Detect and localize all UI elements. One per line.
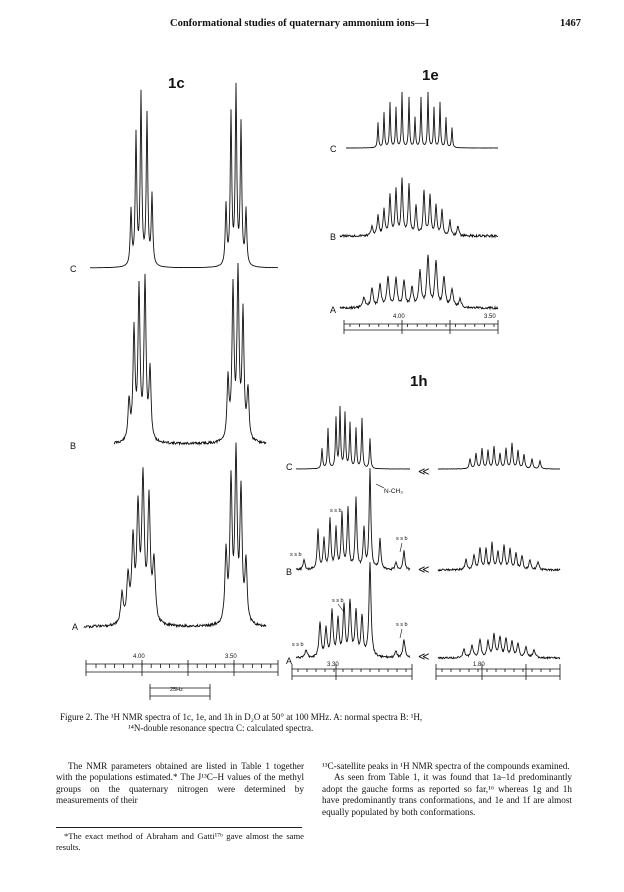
right-paragraph-2: As seen from Table 1, it was found that 1a–1d predominantly adopt the gauche forms as reported so far,¹⁶ whereas 1g and 1h have predominantly trans conformations, and 1e and 1f are almost equally populated by both conformations. [322,772,572,817]
spectrum-1h-a-right [438,633,560,659]
spectrum-1h-c-left [296,406,410,469]
spectrum-1e-b [340,178,498,238]
ppm-scale-1c [86,660,278,676]
peak-label-ssb-b2: s s b [330,508,342,514]
scale-bar-label: 25Hz [170,687,183,693]
spectrum-1c-b [114,263,266,444]
ppm-scale-1e [344,320,498,334]
spectrum-1c-a [84,443,266,628]
break-mark-a: ≪ [418,651,430,663]
panel-title-1e: 1e [422,67,439,84]
spectrum-1h-a-left [296,562,410,658]
caption-line-2: ¹⁴N-double resonance spectra C: calculated spectra. [128,723,314,733]
left-paragraph: The NMR parameters obtained are listed in Table 1 together with the populations estimated.* The J¹³C–H values of the methyl groups on the quaternary nitrogen were determined by measurements of their [56,761,304,806]
break-mark-b: ≪ [418,564,430,576]
label-1c-b: B [70,441,77,451]
tick-1e-400: 4.00 [393,314,405,320]
panel-title-1c: 1c [168,75,185,92]
ssb-pointer-a3 [400,629,402,638]
peak-label-ssb-a3: s s b [396,622,408,628]
footnote-rule [56,827,302,828]
panel-title-1h: 1h [410,373,428,390]
peak-label-ssb-b1: s s b [290,552,302,558]
spectrum-1h-c-right [438,443,560,469]
label-1c-a: A [72,622,79,632]
ppm-scale-1h-right [436,664,560,680]
figure-caption [60,712,580,734]
peak-label-n-ch3: N-CH₃ [384,488,403,495]
label-1c-c: C [70,264,77,274]
label-1e-a: A [330,305,337,315]
right-paragraph-1: ¹³C-satellite peaks in ¹H NMR spectra of the compounds examined. [322,761,570,771]
page-number: 1467 [560,18,581,29]
tick-1c-350: 3.50 [225,654,237,660]
tick-1e-350: 3.50 [484,314,496,320]
spectrum-1e-a [340,255,498,309]
label-1e-c: C [330,144,337,154]
peak-label-ssb-b3: s s b [396,536,408,542]
spectrum-1c-c [90,83,278,268]
tick-1c-400: 4.00 [133,654,145,660]
spectrum-1e-c [346,92,498,148]
n-ch3-pointer [376,484,384,488]
ssb-pointer-b3 [400,543,402,552]
label-1h-b: B [286,567,293,577]
tick-1h-330: 3.30 [327,662,339,668]
ssb-pointer-a2 [338,604,344,612]
footnote: *The exact method of Abraham and Gatti¹⁷ᵇ gave almost the same results. [56,831,304,852]
peak-label-ssb-a1: s s b [292,642,304,648]
tick-1h-180: 1.80 [473,662,485,668]
peak-label-ssb-a2: s s b [332,598,344,604]
running-title: Conformational studies of quaternary ammonium ions—I [170,18,430,29]
right-column [322,761,572,818]
label-1e-b: B [330,232,337,242]
spectrum-1h-b-left [296,468,410,570]
label-1h-c: C [286,462,293,472]
caption-line-1: Figure 2. The ¹H NMR spectra of 1c, 1e, and 1h in D₂O at 50° at 100 MHz. A: normal spectra B: ¹H, [60,712,423,722]
ppm-scale-1h-left [292,664,412,680]
left-column [56,761,304,807]
label-1h-a: A [286,656,293,666]
break-mark-c: ≪ [418,466,430,478]
spectrum-1h-b-right [438,542,560,571]
